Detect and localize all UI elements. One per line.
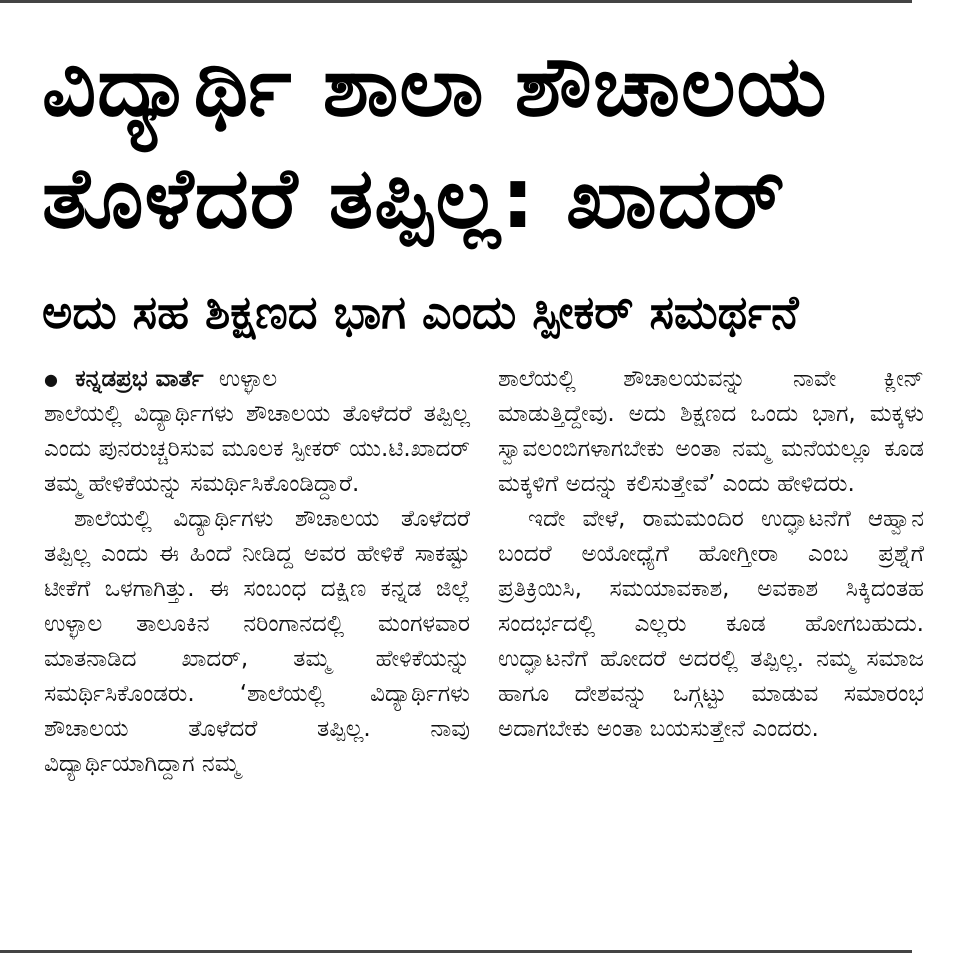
headline-line-1: ವಿದ್ಯಾರ್ಥಿ ಶಾಲಾ ಶೌಚಾಲಯ [42,37,828,135]
paragraph-right-2: ಇದೇ ವೇಳೆ, ರಾಮಮಂದಿರ ಉದ್ಘಾಟನೆಗೆ ಆಹ್ವಾನ ಬಂದರೆ ಅಯೋಧ್ಯೆಗೆ ಹೋಗ್ತೀರಾ ಎಂಬ ಪ್ರಶ್ನೆಗೆ ಪ್ರತಿಕ್ರಿಯಿಸಿ, ಸಮಯಾವಕಾಶ, ಅವಕಾಶ ಸಿಕ್ಕಿದಂತಹ ಸಂದರ್ಭದಲ್ಲಿ ಎಲ್ಲರು ಕೂಡ ಹೋಗಬಹುದು. ಉದ್ಘಾಟನೆಗೆ ಹೋದರೆ ಅದರಲ್ಲಿ ತಪ್ಪಿಲ್ಲ. ನಮ್ಮ ಸಮಾಜ ಹಾಗೂ ದೇಶವನ್ನು ಒಗ್ಗಟ್ಟು ಮಾಡುವ ಸಮಾರಂಭ ಅದಾಗಬೇಕು ಅಂತಾ ಬಯಸುತ್ತೇನೆ ಎಂದರು. [498,506,924,742]
paragraph-right-1: ಶಾಲೆಯಲ್ಲಿ ಶೌಚಾಲಯವನ್ನು ನಾವೇ ಕ್ಲೀನ್ ಮಾಡುತ್ತಿದ್ದೇವು. ಅದು ಶಿಕ್ಷಣದ ಒಂದು ಭಾಗ, ಮಕ್ಕಳು ಸ್ವಾವಲಂಬಿಗಳಾಗಬೇಕು ಅಂತಾ ನಮ್ಮ ಮನೆಯಲ್ಲೂ ಕೂಡ ಮಕ್ಕಳಿಗೆ ಅದನ್ನು ಕಲಿಸುತ್ತೇವೆ’ ಎಂದು ಹೇಳಿದರು. [498,366,924,497]
headline [42,30,922,254]
paragraph-left-1: ಶಾಲೆಯಲ್ಲಿ ವಿದ್ಯಾರ್ಥಿಗಳು ಶೌಚಾಲಯ ತೊಳೆದರೆ ತಪ್ಪಿಲ್ಲ ಎಂದು ಪುನರುಚ್ಚರಿಸುವ ಮೂಲಕ ಸ್ಪೀಕರ್ ಯು.ಟಿ.ಖಾದರ್ ತಮ್ಮ ಹೇಳಿಕೆಯನ್ನು ಸಮರ್ಥಿಸಿಕೊಂಡಿದ್ದಾರೆ. [44,401,470,497]
byline-place: ಉಳ್ಳಾಲ [218,366,278,392]
article-column-left [44,362,470,782]
bottom-rule [0,950,912,953]
headline-line-2: ತೊಳೆದರೆ ತಪ್ಪಿಲ್ಲ: ಖಾದರ್ [42,149,786,247]
bullet-icon: ● [44,370,58,389]
top-rule [0,0,912,3]
paragraph-left-2: ಶಾಲೆಯಲ್ಲಿ ವಿದ್ಯಾರ್ಥಿಗಳು ಶೌಚಾಲಯ ತೊಳೆದರೆ ತಪ್ಪಿಲ್ಲ ಎಂದು ಈ ಹಿಂದೆ ನೀಡಿದ್ದ ಅವರ ಹೇಳಿಕೆ ಸಾಕಷ್ಟು ಟೀಕೆಗೆ ಒಳಗಾಗಿತ್ತು. ಈ ಸಂಬಂಧ ದಕ್ಷಿಣ ಕನ್ನಡ ಜಿಲ್ಲೆ ಉಳ್ಳಾಲ ತಾಲೂಕಿನ ನರಿಂಗಾನದಲ್ಲಿ ಮಂಗಳವಾರ ಮಾತನಾಡಿದ ಖಾದರ್, ತಮ್ಮ ಹೇಳಿಕೆಯನ್ನು ಸಮರ್ಥಿಸಿಕೊಂಡರು. ‘ಶಾಲೆಯಲ್ಲಿ ವಿದ್ಯಾರ್ಥಿಗಳು ಶೌಚಾಲಯ ತೊಳೆದರೆ ತಪ್ಪಿಲ್ಲ. ನಾವು ವಿದ್ಯಾರ್ಥಿಯಾಗಿದ್ದಾಗ ನಮ್ಮ [44,506,470,777]
article-column-right [498,362,924,747]
subheadline: ಅದು ಸಹ ಶಿಕ್ಷಣದ ಭಾಗ ಎಂದು ಸ್ಪೀಕರ್ ಸಮರ್ಥನೆ [42,285,799,339]
byline [44,362,470,397]
byline-source: ಕನ್ನಡಪ್ರಭ ವಾರ್ತೆ [75,366,204,392]
